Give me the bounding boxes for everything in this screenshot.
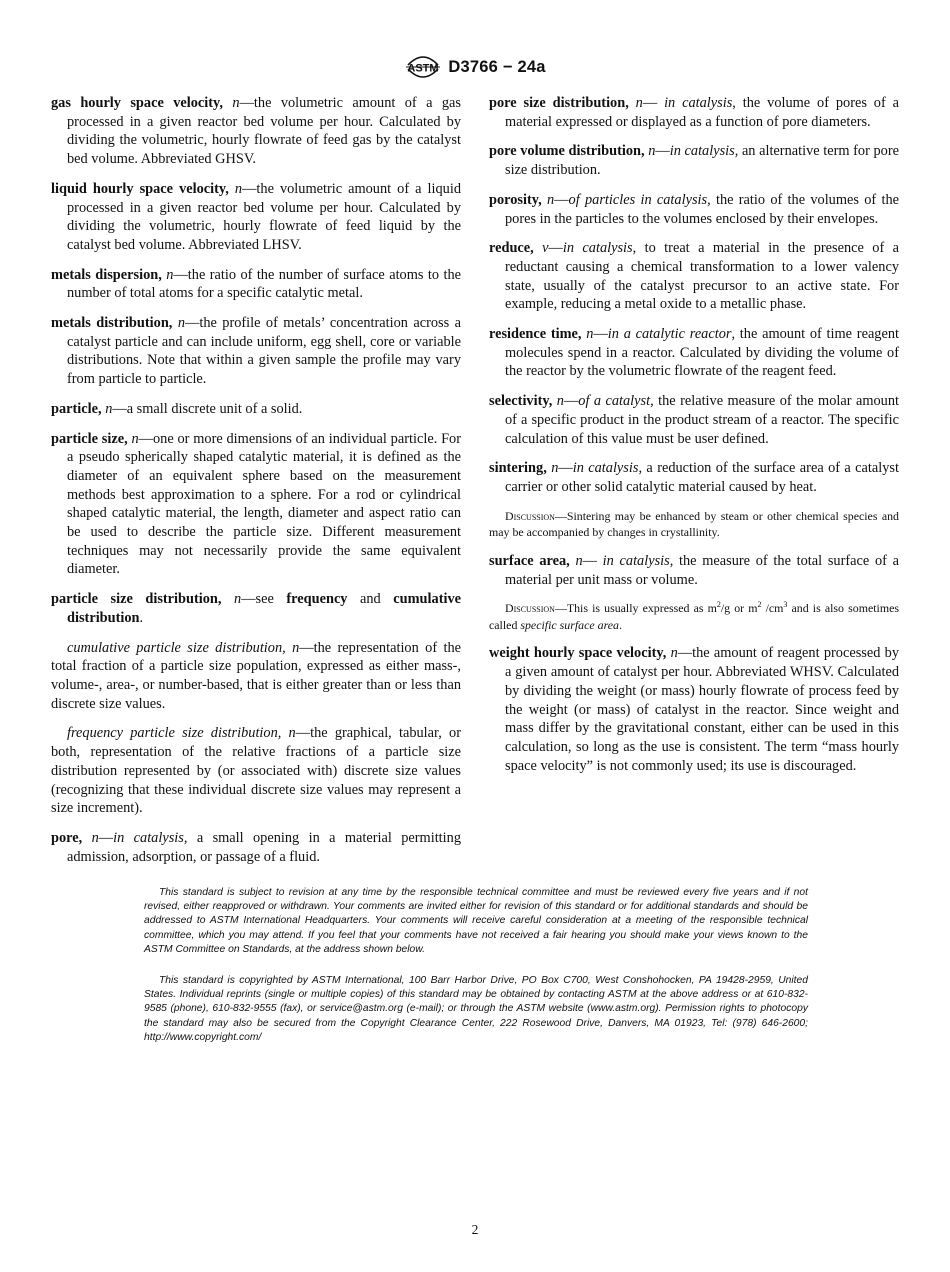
standard-designation: D3766 − 24a xyxy=(448,57,546,76)
dash: — xyxy=(677,645,693,662)
part-of-speech: v xyxy=(542,240,549,257)
term-qualifier: in catalysis xyxy=(113,829,184,846)
definition-text: , the measure of the total surface of a material per unit mass or volume. xyxy=(505,552,899,588)
definition-text: the amount of reagent processed by a given amount of catalyst per hour. Abbreviated WHSV. Calculated by dividing the weight (or mass) hourly flowrate of process feed by the weight (or mass) of catalyst in the reactor. Since weight and mass differ by the gravitational constant, either can be used in this calculation, so long as the use is consistent. The term “mass hourly space velocity” is not commonly used; its use is discouraged. xyxy=(505,645,899,774)
term-name: particle size distribution, xyxy=(51,591,222,608)
dash: — xyxy=(593,326,608,343)
term-qualifier: in catalysis xyxy=(562,240,633,257)
definition-text: , to treat a material in the presence of a reductant causing a chemical transformation to a lower valency state, usually of the catalyst precursor to an active state. For example, reducing a metal oxide to a metallic phase. xyxy=(505,240,899,313)
discussion-note xyxy=(489,508,899,541)
text-fragment: —Sintering may be enhanced by steam or other chemical species and may be accompanied by changes in crystallinity. xyxy=(489,508,899,540)
right-column xyxy=(489,94,899,786)
term-qualifier: of a catalyst xyxy=(578,393,651,410)
subterm-name: frequency particle size distribution, n xyxy=(67,725,296,742)
part-of-speech: n xyxy=(635,95,643,111)
term-name: pore size distribution, xyxy=(489,95,629,111)
part-of-speech: n xyxy=(586,326,594,343)
term-qualifier: in catalysis xyxy=(664,95,733,111)
definition-text: —the representation of the total fraction of a particle size population, expressed as either mass-, volume-, area-, or number-based, that is either greater than or less than discrete size values. xyxy=(51,639,461,712)
definition-text: , a small opening in a material permitting admission, adsorption, or passage of a fluid. xyxy=(67,829,461,865)
definition-text: , an alternative term for pore size distribution. xyxy=(505,143,899,179)
copyright-notice: This standard is copyrighted by ASTM International, 100 Barr Harbor Drive, PO Box C700, West Conshohocken, PA 19428-2959, United States. Individual reprints (single or multiple copies) of this standard may be obtained by contacting ASTM at the above address or at 610-832-9585 (phone), 610-832-9555 (fax), or service@astm.org (e-mail); or through the ASTM website (www.astm.org). Permission rights to photocopy the standard may also be secured from the Copyright Clearance Center, 222 Rosewood Drive, Danvers, MA 01923, Tel: (978) 646-2600; http://www.copyright.com/ xyxy=(144,975,808,1043)
part-of-speech: n xyxy=(556,393,564,410)
definition-entry xyxy=(489,644,899,775)
definition-entry xyxy=(51,430,461,580)
term-name: residence time, xyxy=(489,326,582,343)
definition-entry xyxy=(51,590,461,627)
part-of-speech: n xyxy=(232,95,240,111)
part-of-speech: n xyxy=(234,180,243,197)
term-name: porosity, xyxy=(489,191,542,208)
term-name: weight hourly space velocity, xyxy=(489,645,667,662)
discussion-note xyxy=(489,600,899,633)
dash: — xyxy=(655,143,670,160)
dash: — xyxy=(173,266,188,283)
term-name: metals distribution, xyxy=(51,315,173,332)
term-name: selectivity, xyxy=(489,393,553,410)
definition-entry xyxy=(51,829,461,866)
term-name: pore volume distribution, xyxy=(489,143,645,160)
term-name: sintering, xyxy=(489,460,547,477)
part-of-speech: n xyxy=(177,315,185,332)
term-qualifier: in a catalytic reactor xyxy=(607,326,732,343)
term-qualifier: in catalysis xyxy=(572,460,639,477)
text-fragment: /cm xyxy=(761,601,784,616)
definition-entry xyxy=(489,552,899,589)
definition-text: , the relative measure of the molar amount of a specific product in the product stream of a reactor. The specific calculation of this value must be user defined. xyxy=(505,393,899,447)
definition-text: the ratio of the number of surface atoms to the number of total atoms for a specific catalytic metal. xyxy=(67,266,462,302)
text-fragment: . xyxy=(139,609,144,626)
term-name: particle, xyxy=(51,400,102,417)
text-fragment: 2 xyxy=(757,600,762,610)
part-of-speech: n xyxy=(551,460,559,477)
dash: — xyxy=(138,430,153,447)
definition-text: the profile of metals’ concentration across a catalyst particle and can include uniform, egg shell, core or variable distributions. Note that within a given sample the profile may vary from particle to particle. xyxy=(67,315,461,388)
definition-entry xyxy=(489,142,899,179)
definition-text: , the amount of time reagent molecules spend in a reactor. Calculated by dividing the volume of the reactor by the volumetric flowrate of the reagent feed. xyxy=(505,326,900,380)
dash: — xyxy=(558,460,573,477)
term-qualifier: in catalysis xyxy=(602,552,670,569)
definition-entry xyxy=(489,392,899,448)
dash: — xyxy=(563,393,579,410)
text-fragment: specific surface area xyxy=(520,617,619,632)
definition-text: one or more dimensions of an individual particle. For a pseudo spherically shaped catalytic material, it is defined as the diameter of an equivalent sphere based on the measurement methods best approximation to a sphere. For a rod or cylindrical shaped catalytic material, the length, diameter and aspect ratio can be used to describe the particle size. Different measurement techniques may not necessarily provide the same equivalent diameter. xyxy=(67,430,461,578)
definition-text: —the graphical, tabular, or both, representation of the relative fractions of a particle size distribution represented by (or associated with) discrete size values (recognizing that these individual discrete size values may represent a size increment). xyxy=(51,725,461,817)
part-of-speech: n xyxy=(575,552,583,569)
definition-entry xyxy=(489,239,899,314)
dash: — xyxy=(582,552,603,569)
term-name: gas hourly space velocity, xyxy=(51,95,223,111)
discussion-label: Discussion xyxy=(505,601,555,616)
definition-entry xyxy=(489,325,899,381)
dash: — xyxy=(242,180,257,197)
definition-text: a small discrete unit of a solid. xyxy=(126,400,303,417)
dash: — xyxy=(642,95,665,111)
term-name: pore, xyxy=(51,829,83,846)
page-number: 2 xyxy=(471,1222,479,1237)
definition-entry xyxy=(51,180,461,255)
text-fragment: —This is usually expressed as m xyxy=(554,601,717,616)
text-fragment: /g or m xyxy=(720,601,758,616)
text-fragment: cumulative distribution xyxy=(67,591,461,626)
definition-entry xyxy=(51,266,461,303)
revision-notice: This standard is subject to revision at any time by the responsible technical committee and must be reviewed every five years and if not revised, either reapproved or withdrawn. Your comments are invited either for revision of this standard or for additional standards and should be addressed to ASTM International Headquarters. Your comments will receive careful consideration at a meeting of the responsible technical committee, which you may attend. If you feel that your comments have not received a fair hearing you should make your views known to the ASTM Committee on Standards, at the address shown below. xyxy=(144,887,808,955)
subterm-paragraph xyxy=(51,724,461,818)
part-of-speech: n xyxy=(105,400,113,417)
discussion-label: Discussion xyxy=(505,508,555,523)
text-fragment: . xyxy=(618,617,622,632)
definition-text: the volumetric amount of a gas processed in a given reactor bed volume per hour. Calculated by dividing the volumetric, hourly flowrate of feed gas by the catalyst bed volume. Abbreviated GHSV. xyxy=(67,95,461,168)
term-name: metals dispersion, xyxy=(51,266,162,283)
definition-text: the volumetric amount of a liquid processed in a given reactor bed volume per hour. Calculated by dividing the volumetric, hourly flowrate of feed liquid by the catalyst bed volume. Abbreviated LHSV. xyxy=(67,180,461,253)
definition-text: , the volume of pores of a material expressed or displayed as a function of pore diameters. xyxy=(505,95,899,130)
definition-entry xyxy=(489,459,899,496)
definition-entry xyxy=(51,314,461,389)
text-fragment: and xyxy=(347,591,394,608)
term-name: liquid hourly space velocity, xyxy=(51,180,229,197)
dash: — xyxy=(241,591,256,608)
definition-entry xyxy=(489,191,899,228)
left-column xyxy=(51,94,461,877)
text-fragment: 2 xyxy=(716,600,721,610)
svg-text:ASTM: ASTM xyxy=(407,62,440,75)
definition-entry xyxy=(489,94,899,131)
text-fragment: 3 xyxy=(783,600,788,610)
text-fragment: frequency xyxy=(286,591,348,608)
part-of-speech: n xyxy=(648,143,656,160)
definition-entry xyxy=(51,94,461,169)
dash: — xyxy=(98,829,114,846)
subterm-paragraph xyxy=(51,639,461,714)
term-name: surface area, xyxy=(489,552,570,569)
part-of-speech: n xyxy=(166,266,174,283)
astm-logo-icon xyxy=(404,52,442,82)
definition-text: , a reduction of the surface area of a catalyst carrier or other solid catalytic material caused by heat. xyxy=(505,460,899,495)
definition-text: , the ratio of the volumes of the pores in the particles to the volumes enclosed by their envelopes. xyxy=(505,191,899,227)
part-of-speech: n xyxy=(131,430,139,447)
part-of-speech: n xyxy=(547,191,555,208)
subterm-name: cumulative particle size distribution, n xyxy=(67,639,300,656)
definition-entry xyxy=(51,400,461,419)
part-of-speech: n xyxy=(91,829,99,846)
text-fragment: see xyxy=(255,591,287,608)
term-qualifier: in catalysis xyxy=(669,143,735,160)
text-fragment: and is also sometimes called xyxy=(489,601,899,632)
dash: — xyxy=(554,191,569,208)
term-name: reduce, xyxy=(489,240,534,257)
part-of-speech: n xyxy=(670,645,678,662)
part-of-speech: n xyxy=(234,591,242,608)
dash: — xyxy=(548,240,563,257)
page-header xyxy=(0,52,950,82)
term-name: particle size, xyxy=(51,430,128,447)
dash: — xyxy=(184,315,200,332)
term-qualifier: of particles in catalysis xyxy=(568,191,708,208)
dash: — xyxy=(239,95,254,111)
dash: — xyxy=(112,400,127,417)
